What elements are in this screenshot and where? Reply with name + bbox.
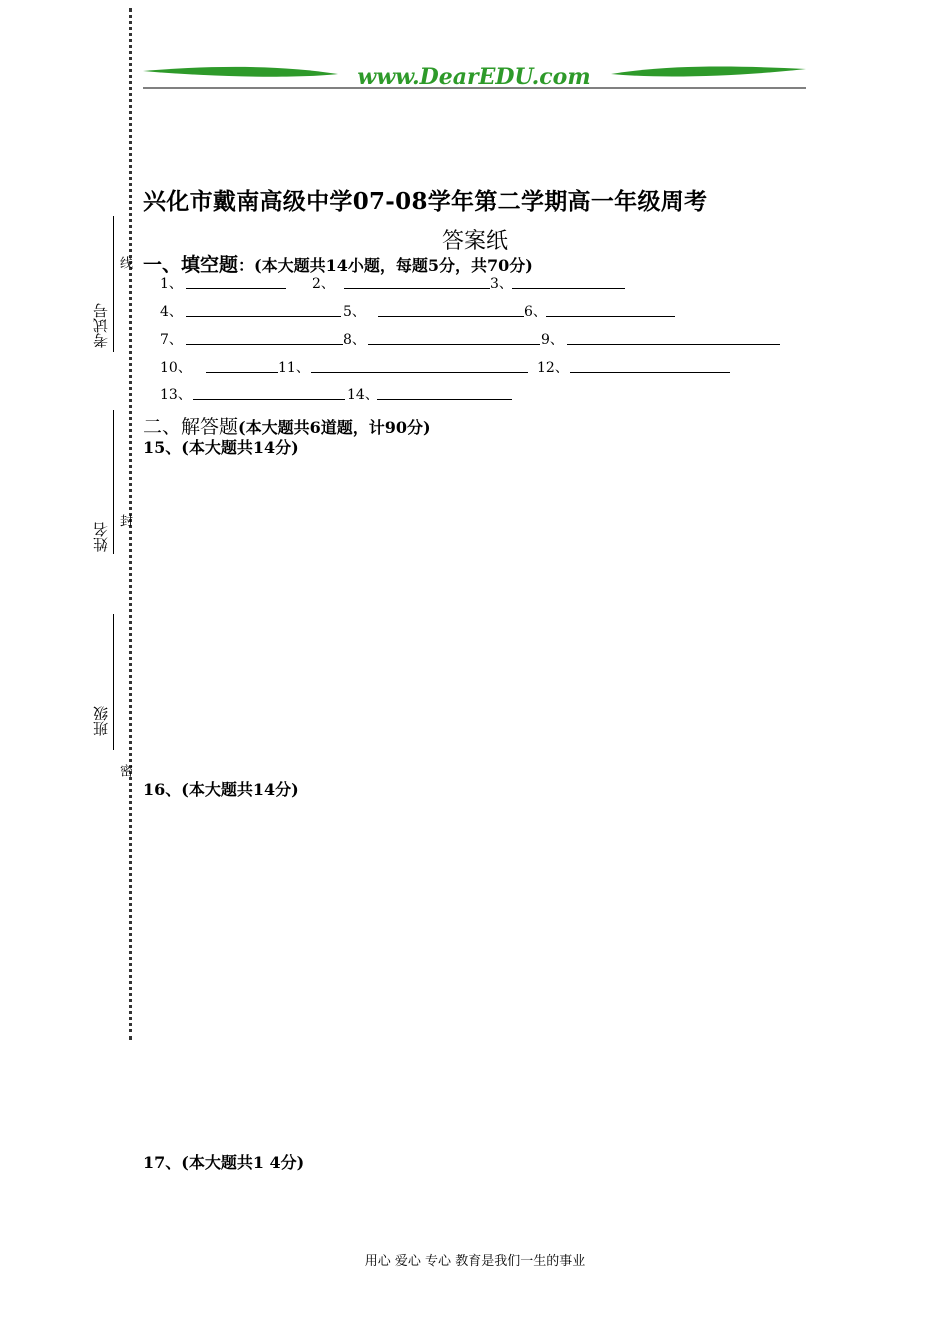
blank-field-5[interactable] xyxy=(378,316,524,317)
blank-field-14[interactable] xyxy=(377,399,512,400)
blank-field-11[interactable] xyxy=(311,372,528,373)
blank-label-13: 13、 xyxy=(160,387,192,403)
question-17-header: 17、(本大题共1 4分) xyxy=(143,1153,305,1172)
section1-note: ：(本大题共14小题，每题5分，共70分) xyxy=(238,256,533,275)
blank-field-13[interactable] xyxy=(193,399,345,400)
blank-label-3: 3、 xyxy=(490,276,513,292)
seal-feng-char: 封 xyxy=(117,514,132,527)
blank-field-6[interactable] xyxy=(546,316,675,317)
banner-text: www.DearEDU.com xyxy=(357,64,591,90)
blank-label-5: 5、 xyxy=(343,304,366,320)
blank-label-2: 2、 xyxy=(312,276,335,292)
answer-area-15[interactable] xyxy=(143,460,803,760)
answer-area-16[interactable] xyxy=(143,802,803,1132)
class-underline xyxy=(113,614,114,750)
blank-field-7[interactable] xyxy=(186,344,343,345)
page-subtitle: 答案纸 xyxy=(441,229,508,254)
blank-field-9[interactable] xyxy=(567,344,780,345)
question-16-header: 16、(本大题共14分) xyxy=(143,780,299,799)
blank-field-2[interactable] xyxy=(344,288,490,289)
blank-field-12[interactable] xyxy=(570,372,730,373)
section2-note: (本大题共6道题，计90分) xyxy=(238,418,431,437)
page-title: 兴化市戴南高级中学07-08学年第二学期高一年级周考 xyxy=(143,188,708,215)
page-footer: 用心 爱心 专心 教育是我们一生的事业 xyxy=(364,1254,586,1269)
seal-line-char: 线 xyxy=(117,256,132,269)
site-banner xyxy=(143,62,806,90)
blank-label-6: 6、 xyxy=(524,304,547,320)
blank-field-3[interactable] xyxy=(512,288,625,289)
blank-label-1: 1、 xyxy=(160,276,183,292)
blank-label-14: 14、 xyxy=(347,387,379,403)
banner-left-swoosh xyxy=(143,67,338,77)
seal-mi-char: 密 xyxy=(117,764,132,777)
name-label: 姓名 xyxy=(92,522,110,552)
section1-heading: 一、填空题 xyxy=(143,254,239,276)
blank-field-1[interactable] xyxy=(186,288,286,289)
name-underline xyxy=(113,410,114,554)
blank-label-9: 9、 xyxy=(541,332,564,348)
answer-area-17[interactable] xyxy=(143,1175,803,1235)
blank-label-4: 4、 xyxy=(160,304,183,320)
section1-header xyxy=(143,250,533,277)
blank-label-12: 12、 xyxy=(537,360,569,376)
blank-label-7: 7、 xyxy=(160,332,183,348)
blank-field-10[interactable] xyxy=(206,372,278,373)
question-15-header: 15、(本大题共14分) xyxy=(143,438,299,457)
section2-heading: 二、解答题 xyxy=(143,416,239,438)
blank-label-8: 8、 xyxy=(343,332,366,348)
exam-number-label: 考试号 xyxy=(92,303,110,348)
class-label: 班级 xyxy=(92,706,110,736)
blank-label-11: 11、 xyxy=(278,360,310,376)
blank-field-8[interactable] xyxy=(368,344,540,345)
blank-field-4[interactable] xyxy=(186,316,341,317)
banner-right-swoosh xyxy=(611,67,806,77)
blank-label-10: 10、 xyxy=(160,360,192,376)
